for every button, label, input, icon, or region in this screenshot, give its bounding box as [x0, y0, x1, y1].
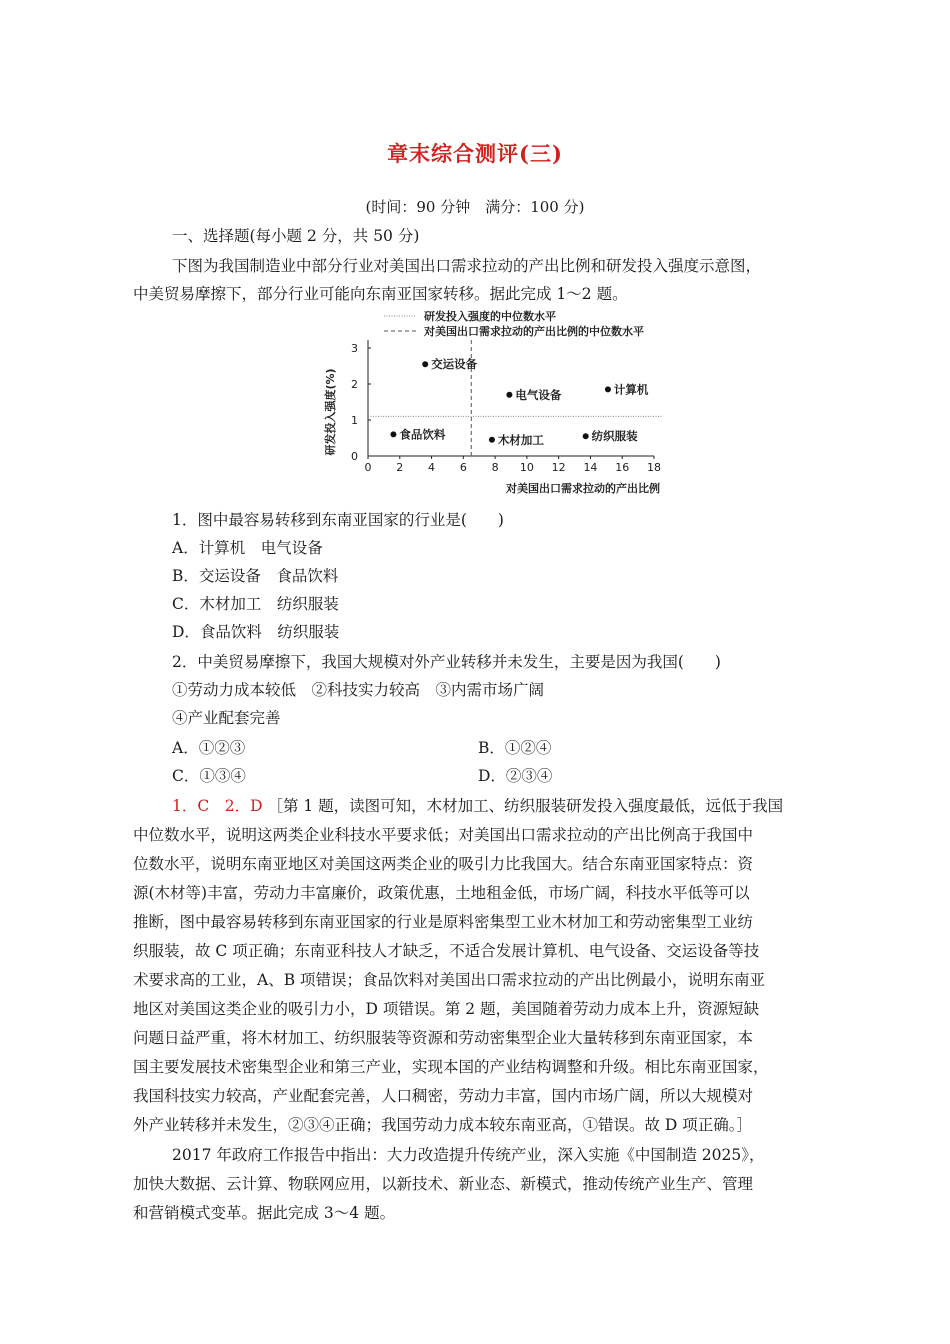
x-tick-label: 10 [519, 461, 534, 474]
data-point-label: 电气设备 [515, 387, 562, 402]
question-1-stem: 1．图中最容易转移到东南亚国家的行业是( ) [172, 511, 504, 529]
answer-line [172, 796, 783, 816]
explanation-line: 我国科技实力较高，产业配套完善，人口稠密，劳动力丰富，国内市场广阔，所以大规模对 [133, 1087, 754, 1105]
question-1-option-a: A．计算机 电气设备 [172, 539, 323, 557]
legend-label-export: 对美国出口需求拉动的产出比例的中位数水平 [424, 325, 644, 338]
x-tick-label: 0 [364, 461, 372, 474]
answer-key: 1．C 2．D [172, 797, 263, 815]
exam-meta: (时间：90 分钟 满分：100 分) [365, 198, 585, 216]
x-tick-label: 16 [615, 461, 630, 474]
explanation-line: 地区对美国这类企业的吸引力小，D 项错误。第 2 题，美国随着劳动力成本上升，资源短缺 [133, 1000, 760, 1018]
x-tick-label: 18 [647, 461, 661, 474]
question-2-choices: ④产业配套完善 [172, 709, 281, 727]
data-point-label: 木材加工 [497, 432, 544, 447]
x-tick-label: 4 [428, 461, 436, 474]
x-tick-label: 12 [551, 461, 566, 474]
x-axis-label: 对美国出口需求拉动的产出比例 [506, 482, 660, 495]
data-point-label: 计算机 [613, 382, 649, 397]
data-point-label: 纺织服装 [591, 429, 638, 444]
x-tick-label: 14 [583, 461, 598, 474]
legend-label-rd: 研发投入强度的中位数水平 [424, 310, 556, 323]
question-2-option-a: A．①②③ [172, 739, 246, 757]
data-point-label: 食品饮料 [399, 427, 446, 442]
explanation-line: 推断，图中最容易转移到东南亚国家的行业是原料密集型工业木材加工和劳动密集型工业纺 [133, 913, 754, 931]
explanation-line: 源(木材等)丰富，劳动力丰富廉价，政策优惠，土地租金低，市场广阔，科技水平低等可以 [133, 884, 750, 902]
intro-line: 下图为我国制造业中部分行业对美国出口需求拉动的产出比例和研发投入强度示意图， [172, 257, 762, 275]
question-2-option-c: C．①③④ [172, 767, 246, 785]
data-point [422, 361, 428, 367]
plot-area [351, 340, 662, 474]
intro-line: 中美贸易摩擦下，部分行业可能向东南亚国家转移。据此完成 1～2 题。 [133, 285, 628, 303]
y-tick-label: 1 [351, 414, 358, 427]
y-axis-label: 研发投入强度(%) [324, 368, 337, 456]
y-tick-label: 3 [351, 342, 358, 355]
explanation-line: 术要求高的工业，A、B 项错误；食品饮料对美国出口需求拉动的产出比例最小，说明东南亚 [133, 971, 766, 989]
question-2-option-b: B．①②④ [478, 739, 552, 757]
data-point [583, 433, 589, 439]
passage-line: 2017 年政府工作报告中指出：大力改造提升传统产业，深入实施《中国制造 2025》， [172, 1146, 765, 1164]
explanation-line: 织服装，故 C 项正确；东南亚科技人才缺乏，不适合发展计算机、电气设备、交运设备等技 [133, 942, 760, 960]
chart-legend [384, 309, 644, 338]
section-heading: 一、选择题(每小题 2 分，共 50 分) [172, 227, 420, 245]
explanation-line: 位数水平，说明东南亚地区对美国这两类企业的吸引力比我国大。结合东南亚国家特点：资 [133, 855, 754, 873]
explanation-line: 中位数水平，说明这两类企业科技水平要求低；对美国出口需求拉动的产出比例高于我国中 [133, 826, 754, 844]
x-tick-label: 8 [491, 461, 499, 474]
question-1-option-d: D．食品饮料 纺织服装 [172, 623, 340, 641]
data-point [489, 437, 495, 443]
scatter-chart [320, 306, 670, 502]
x-tick-label: 2 [396, 461, 404, 474]
y-tick-label: 0 [351, 450, 358, 463]
passage-line: 和营销模式变革。据此完成 3～4 题。 [133, 1204, 396, 1222]
explanation-text: ［第 1 题，读图可知，木材加工、纺织服装研发投入强度最低，远低于我国 [267, 797, 784, 815]
page-title: 章末综合测评(三) [387, 141, 563, 166]
question-2-stem: 2．中美贸易摩擦下，我国大规模对外产业转移并未发生，主要是因为我国( ) [172, 653, 721, 671]
x-tick-label: 6 [459, 461, 467, 474]
y-tick-label: 2 [351, 378, 358, 391]
data-point [605, 386, 611, 392]
explanation-line: 问题日益严重，将木材加工、纺织服装等资源和劳动密集型企业大量转移到东南亚国家，本 [133, 1029, 754, 1047]
question-1-option-b: B．交运设备 食品饮料 [172, 567, 339, 585]
passage-line: 加快大数据、云计算、物联网应用，以新技术、新业态、新模式，推动传统产业生产、管理 [133, 1175, 754, 1193]
question-2-option-d: D．②③④ [478, 767, 553, 785]
data-point [506, 392, 512, 398]
data-point [390, 431, 396, 437]
question-2-choices: ①劳动力成本较低 ②科技实力较高 ③内需市场广阔 [172, 681, 545, 699]
data-point-label: 交运设备 [431, 357, 478, 372]
explanation-line: 外产业转移并未发生，②③④正确；我国劳动力成本较东南亚高，①错误。故 D 项正确。］ [133, 1116, 753, 1134]
question-1-option-c: C．木材加工 纺织服装 [172, 595, 339, 613]
explanation-line: 国主要发展技术密集型企业和第三产业，实现本国的产业结构调整和升级。相比东南亚国家， [133, 1058, 769, 1076]
